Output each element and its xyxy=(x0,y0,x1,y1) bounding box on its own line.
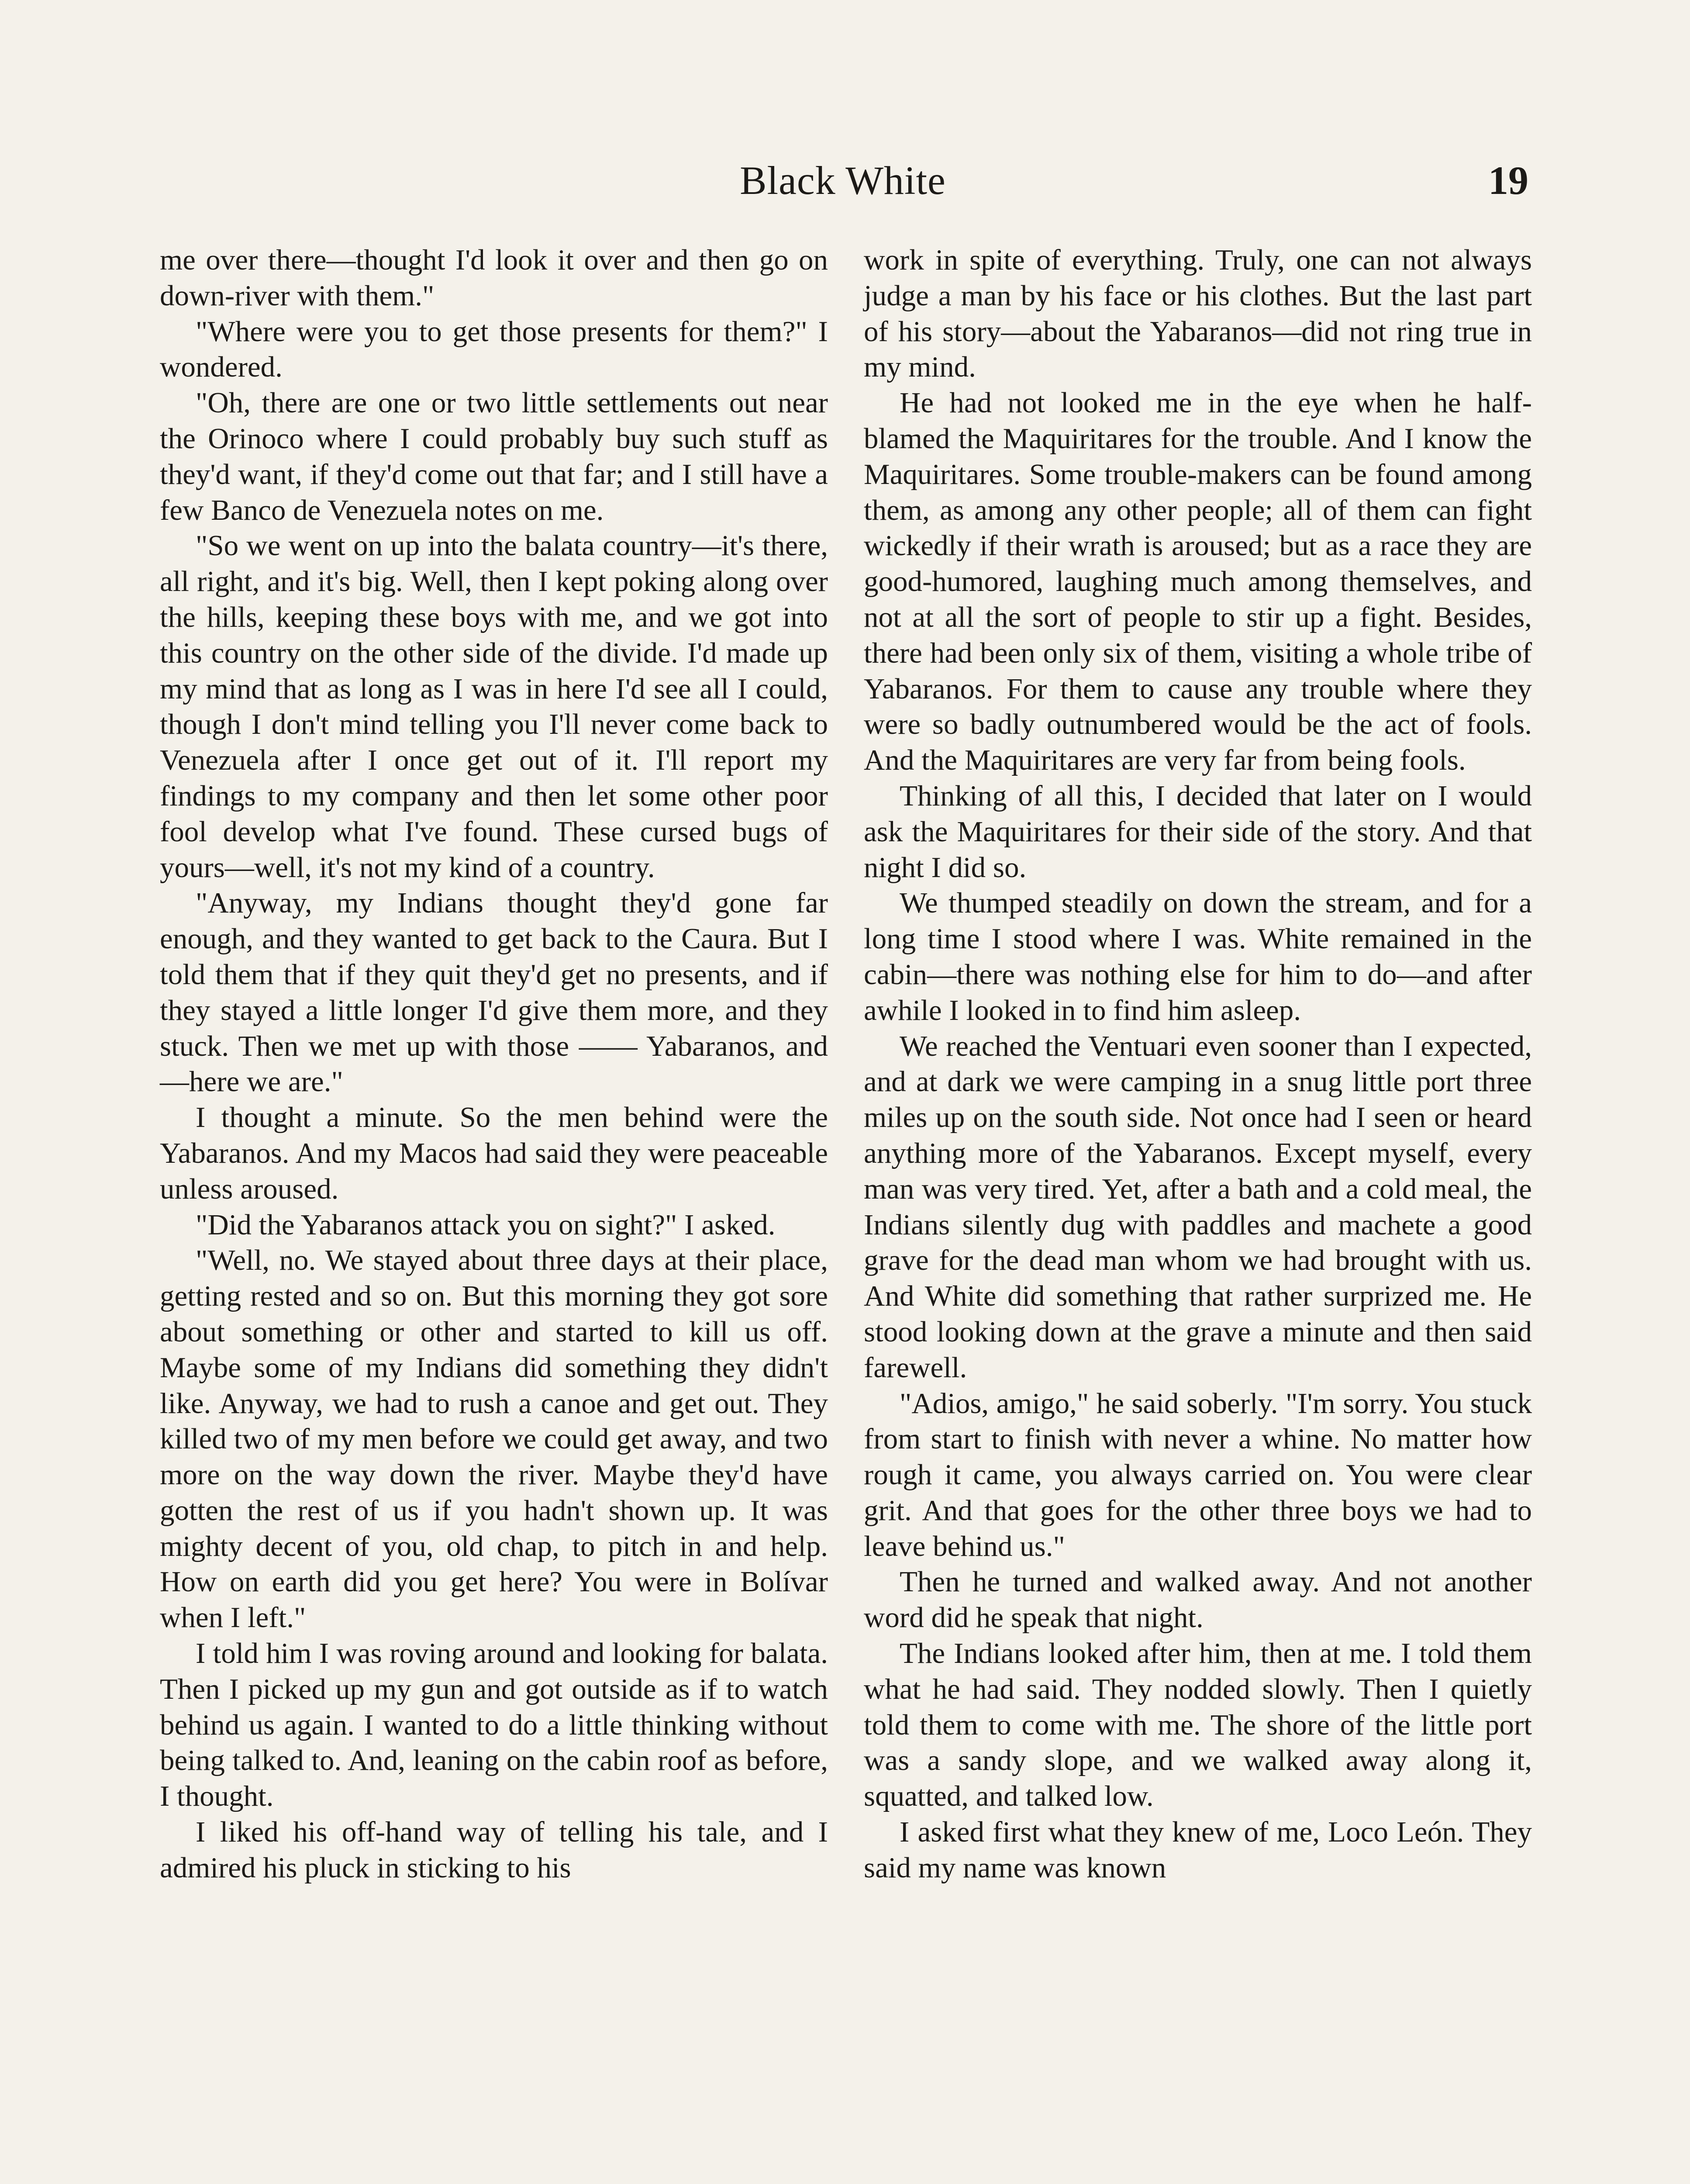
paragraph: "Oh, there are one or two little settlements out near the Orinoco where I could probably buy such stuff as they'd want, if they'd come out that far; and I still have a few Banco de Venezuela notes on me. xyxy=(160,387,828,526)
page-number: 19 xyxy=(1488,158,1528,203)
paragraph: work in spite of everything. Truly, one can not always judge a man by his face or his clothes. But the last part of his story—about the Yabaranos—did not ring true in my mind. xyxy=(864,244,1532,384)
paragraph: I asked first what they knew of me, Loco León. They said my name was known xyxy=(864,1816,1532,1884)
paragraph: He had not looked me in the eye when he half-blamed the Maquiritares for the trouble. And I know the Maquiritares. Some trouble-makers can be found among them, as among any other people; all of them can fight wickedly if their wrath is aroused; but as a race they are good-humored, laughing much among themselves, and not at all the sort of people to stir up a fight. Besides, there had been only six of them, visiting a whole tribe of Yabaranos. For them to cause any trouble where they were so badly outnumbered would be the act of fools. And the Maquiritares are very far from being fools. xyxy=(864,387,1532,777)
paragraph: "So we went on up into the balata country—it's there, all right, and it's big. Well, then I kept poking along over the hills, keeping these boys with me, and we got into this country on the other side of the divide. I'd made up my mind that as long as I was in here I'd see all I could, though I don't mind telling you I'll never come back to Venezuela after I once get out of it. I'll report my findings to my company and then let some other poor fool develop what I've found. These cursed bugs of yours—well, it's not my kind of a country. xyxy=(160,529,828,884)
paragraph: We thumped steadily on down the stream, and for a long time I stood where I was. White remained in the cabin—there was nothing else for him to do—and after awhile I looked in to find him asleep. xyxy=(864,887,1532,1026)
paragraph: "Anyway, my Indians thought they'd gone far enough, and they wanted to get back to the Caura. But I told them that if they quit they'd get no presents, and if they stayed a little longer I'd give them more, and they stuck. Then we met up with those —— Yabaranos, and—here we are." xyxy=(160,887,828,1098)
paragraph: "Well, no. We stayed about three days at their place, getting rested and so on. But this morning they got sore about something or other and started to kill us off. Maybe some of my Indians did something they didn't like. Anyway, we had to rush a canoe and get out. They killed two of my men before we could get away, and two more on the way down the river. Maybe they'd have gotten the rest of us if you hadn't shown up. It was mighty decent of you, old chap, to pitch in and help. How on earth did you get here? You were in Bolívar when I left." xyxy=(160,1244,828,1634)
paragraph: The Indians looked after him, then at me. I told them what he had said. They nodded slowly. Then I quietly told them to come with me. The shore of the little port was a sandy slope, and we walked away along it, squatted, and talked low. xyxy=(864,1637,1532,1813)
paragraph: "Where were you to get those presents for them?" I wondered. xyxy=(160,315,828,384)
paragraph: "Did the Yabaranos attack you on sight?" I asked. xyxy=(196,1208,776,1241)
paragraph: "Adios, amigo," he said soberly. "I'm sorry. You stuck from start to finish with never a whine. No matter how rough it came, you always carried on. You were clear grit. And that goes for the other three boys we had to leave behind us." xyxy=(864,1387,1532,1562)
paragraph: I liked his off-hand way of telling his tale, and I admired his pluck in sticking to his xyxy=(160,1816,828,1884)
paragraph: me over there—thought I'd look it over and then go on down-river with them." xyxy=(160,244,828,312)
left-column xyxy=(160,242,828,1886)
paragraph: Then he turned and walked away. And not another word did he speak that night. xyxy=(864,1565,1532,1634)
paragraph: Thinking of all this, I decided that later on I would ask the Maquiritares for their side of the story. And that night I did so. xyxy=(864,779,1532,884)
paragraph: We reached the Ventuari even sooner than I expected, and at dark we were camping in a snug little port three miles up on the south side. Not once had I seen or heard anything more of the Yabaranos. Except myself, every man was very tired. Yet, after a bath and a cold meal, the Indians silently dug with paddles and machete a good grave for the dead man whom we had brought with us. And White did something that rather surprized me. He stood looking down at the grave a minute and then said farewell. xyxy=(864,1030,1532,1384)
paragraph: I thought a minute. So the men behind were the Yabaranos. And my Macos had said they were peaceable unless aroused. xyxy=(160,1101,828,1205)
running-title: Black White xyxy=(740,158,946,203)
right-column xyxy=(864,242,1532,1886)
page-header xyxy=(157,144,1528,205)
paragraph: I told him I was roving around and looking for balata. Then I picked up my gun and got outside as if to watch behind us again. I wanted to do a little thinking without being talked to. And, leaning on the cabin roof as before, I thought. xyxy=(160,1637,828,1813)
